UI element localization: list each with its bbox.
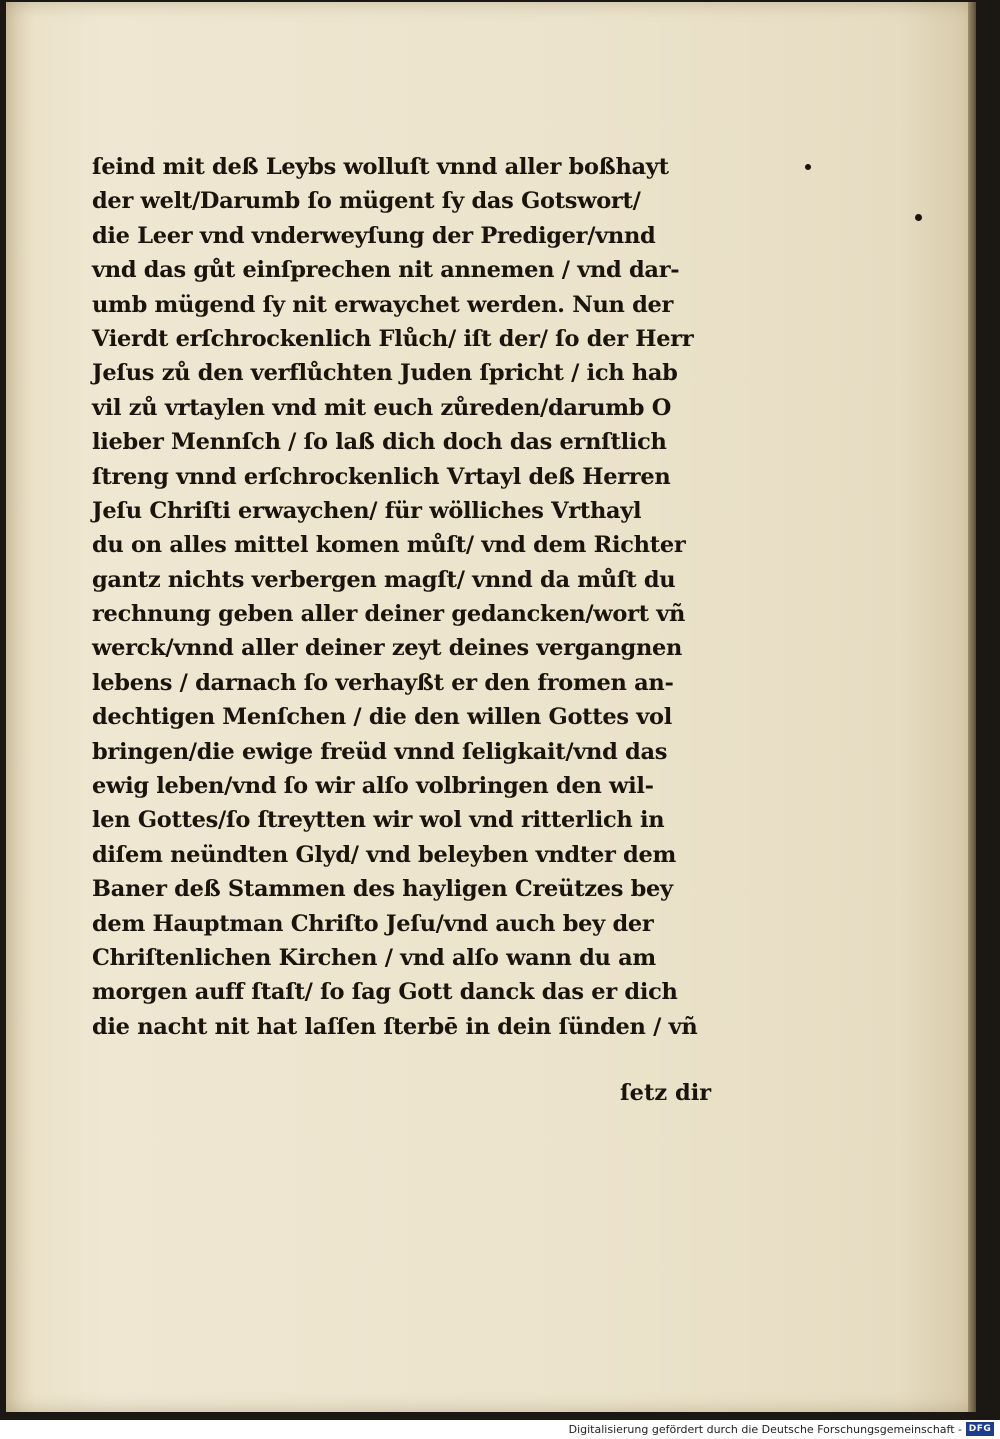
- text-line: rechnung geben aller deiner gedancken/wort vñ: [92, 601, 686, 628]
- text-line: Jeſus zů den verflůchten Juden ſpricht / ich hab: [92, 360, 678, 387]
- page-edge: [968, 2, 976, 1412]
- text-line: Vierdt erſchrockenlich Flůch/ iſt der/ ſo der Herr: [92, 325, 694, 352]
- text-line: morgen auff ſtaſt/ ſo ſag Gott danck das er dich: [92, 979, 678, 1006]
- text-line: len Gottes/ſo ſtreytten wir wol vnd ritterlich in: [92, 807, 665, 834]
- text-line: lieber Mennſch / ſo laß dich doch das ernſtlich: [92, 429, 667, 456]
- text-line: werck/vnnd aller deiner zeyt deines vergangnen: [92, 635, 683, 662]
- text-line: bringen/die ewige freüd vnnd ſeligkait/vnd das: [92, 738, 668, 765]
- text-line: ſtreng vnnd erſchrockenlich Vrtayl deß Herren: [92, 463, 671, 490]
- text-line: diſem neündten Glyd/ vnd beleyben vndter dem: [92, 841, 676, 868]
- text-line: Baner deß Stammen des hayligen Creützes bey: [92, 876, 673, 903]
- ink-speck: [805, 164, 811, 170]
- text-line: umb mügend ſy nit erwaychet werden. Nun der: [92, 291, 674, 318]
- text-line: die Leer vnd vnderweyſung der Prediger/vnnd: [92, 222, 656, 249]
- dfg-logo[interactable]: DFG: [966, 1422, 994, 1436]
- text-line: du on alles mittel komen můſt/ vnd dem Richter: [92, 532, 686, 559]
- text-line: ſeind mit deß Leybs wolluſt vnnd aller boßhayt: [92, 154, 669, 180]
- text-line: der welt/Darumb ſo mügent ſy das Gotswort/: [92, 188, 641, 215]
- catchword: ſetz dir: [620, 1080, 712, 1106]
- text-line: ewig leben/vnd ſo wir alſo volbringen den wil-: [92, 773, 654, 800]
- text-line: vnd das gůt einſprechen nit annemen / vnd dar-: [92, 257, 680, 284]
- funding-credit: Digitalisierung gefördert durch die Deutsche Forschungsgemeinschaft -: [568, 1423, 962, 1436]
- ink-speck: [915, 214, 922, 221]
- text-line: Chriſtenlichen Kirchen / vnd alſo wann du am: [92, 944, 656, 971]
- body-text: [92, 150, 742, 1044]
- text-line: gantz nichts verbergen magſt/ vnnd da můſt du: [92, 566, 676, 593]
- text-line: die nacht nit hat laſſen ſterbē in dein ſünden / vñ: [92, 1013, 698, 1040]
- text-line: dem Hauptman Chriſto Jeſu/vnd auch bey der: [92, 910, 654, 937]
- text-line: lebens / darnach ſo verhayßt er den fromen an-: [92, 669, 674, 696]
- text-line: vil zů vrtaylen vnd mit euch zůreden/darumb O: [92, 394, 672, 421]
- text-line: dechtigen Menſchen / die den willen Gottes vol: [92, 704, 673, 731]
- text-line: Jeſu Chriſti erwaychen/ für wölliches Vrthayl: [92, 497, 642, 524]
